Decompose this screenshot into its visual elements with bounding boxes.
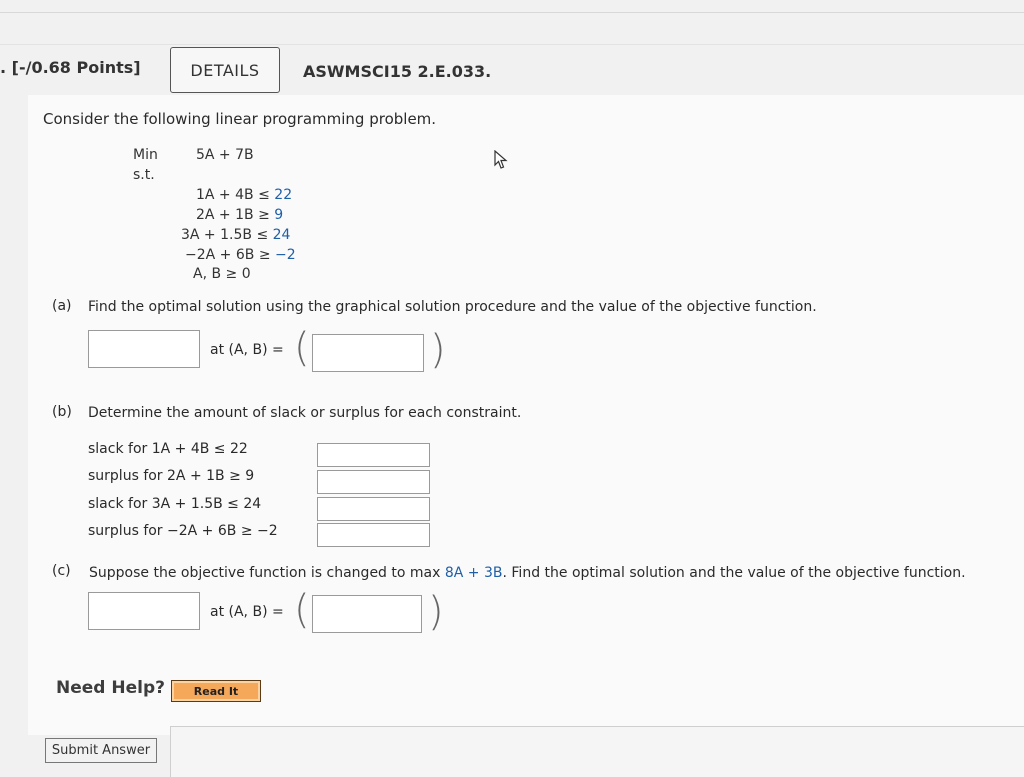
submit-answer-button[interactable]: Submit Answer	[45, 738, 157, 763]
part-a-label: (a)	[52, 298, 72, 314]
part-c-objective-input[interactable]	[88, 592, 200, 630]
mouse-cursor-icon	[494, 150, 508, 170]
objective-function: 5A + 7B	[196, 147, 254, 163]
constraint-2	[196, 207, 283, 223]
constraint-rhs: 0	[241, 266, 251, 282]
surplus-row-label: surplus for −2A + 6B ≥ −2	[88, 523, 278, 539]
surplus-input-4[interactable]	[317, 523, 430, 547]
constraint-rhs: −2	[275, 247, 296, 263]
question-code: ASWMSCI15 2.E.033.	[303, 62, 492, 81]
constraint-lhs: 1A + 4B	[196, 187, 254, 203]
constraint-rhs: 22	[274, 187, 293, 203]
constraint-1	[196, 187, 292, 203]
part-a-objective-input[interactable]	[88, 330, 200, 368]
constraint-4	[185, 247, 296, 263]
constraint-rel: ≥	[225, 266, 238, 282]
constraint-lhs: 3A + 1.5B	[181, 227, 252, 243]
constraint-lhs: A, B	[193, 266, 222, 282]
constraint-rel: ≤	[258, 187, 270, 203]
constraint-lhs: 2A + 1B	[196, 207, 254, 223]
part-a-at-label: at (A, B) =	[210, 342, 284, 358]
part-c-text-before: Suppose the objective function is changed to max	[89, 565, 445, 581]
slack-input-3[interactable]	[317, 497, 430, 521]
constraint-3	[181, 227, 290, 243]
open-paren-icon: (	[294, 325, 310, 371]
min-label: Min	[133, 147, 158, 163]
need-help-label: Need Help?	[56, 678, 165, 698]
part-b-text: Determine the amount of slack or surplus for each constraint.	[88, 405, 522, 421]
close-paren-icon: )	[430, 327, 446, 373]
constraint-rel: ≥	[258, 247, 271, 263]
question-points: . [-/0.68 Points]	[0, 58, 141, 77]
open-paren-icon: (	[294, 587, 310, 633]
details-button[interactable]: DETAILS	[170, 47, 280, 93]
part-c-at-label: at (A, B) =	[210, 604, 284, 620]
close-paren-icon: )	[428, 589, 444, 635]
part-b-label: (b)	[52, 404, 72, 420]
read-it-button[interactable]: Read It	[171, 680, 261, 702]
slack-row-label: slack for 1A + 4B ≤ 22	[88, 441, 248, 457]
constraint-rhs: 9	[274, 207, 284, 223]
constraint-lhs: −2A + 6B	[185, 247, 255, 263]
constraint-rhs: 24	[272, 227, 291, 243]
st-label: s.t.	[133, 167, 155, 183]
problem-intro: Consider the following linear programming problem.	[43, 110, 437, 128]
part-c-solution-input[interactable]	[312, 595, 422, 633]
part-c-objective: 8A + 3B	[444, 565, 503, 581]
constraint-nonneg	[193, 266, 251, 282]
surplus-row-label: surplus for 2A + 1B ≥ 9	[88, 468, 255, 484]
slack-input-1[interactable]	[317, 443, 430, 467]
constraint-rel: ≥	[258, 207, 270, 223]
header-divider	[0, 44, 1024, 45]
constraint-rel: ≤	[256, 227, 269, 243]
part-a-text: Find the optimal solution using the graphical solution procedure and the value of the objective function.	[88, 299, 817, 315]
part-c-text-after: . Find the optimal solution and the value of the objective function.	[502, 565, 966, 581]
part-c-text	[89, 565, 966, 581]
top-divider	[0, 12, 1024, 13]
footer-panel	[170, 726, 1024, 777]
part-a-solution-input[interactable]	[312, 334, 424, 372]
slack-row-label: slack for 3A + 1.5B ≤ 24	[88, 496, 262, 512]
surplus-input-2[interactable]	[317, 470, 430, 494]
part-c-label: (c)	[52, 563, 71, 579]
